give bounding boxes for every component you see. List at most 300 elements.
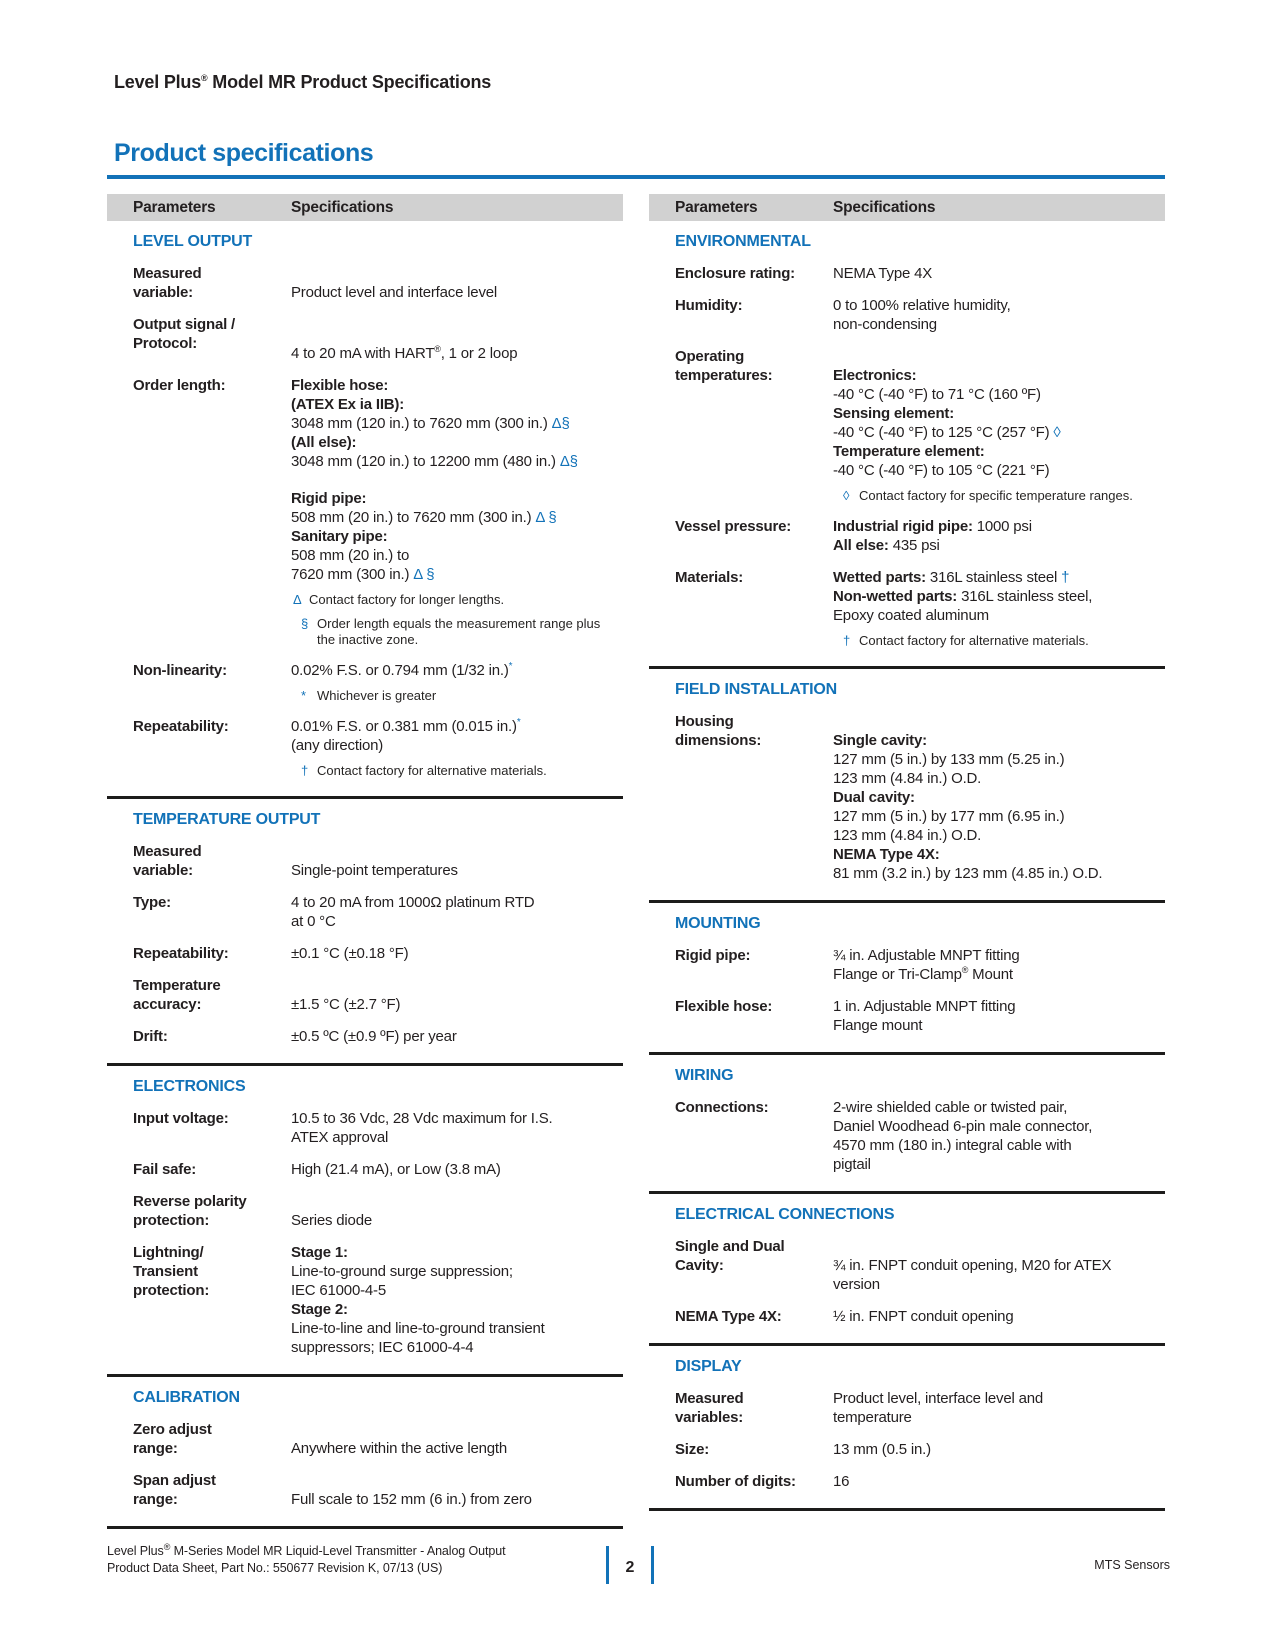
label-line: Reverse polarity — [133, 1192, 247, 1210]
spec-row — [649, 568, 1165, 649]
value-line — [833, 946, 1165, 965]
text-segment: 7620 mm (300 in.) — [291, 565, 414, 583]
value-line — [291, 944, 623, 963]
label-line: Input voltage: — [133, 1109, 229, 1127]
section-electrical-connections — [649, 1194, 1165, 1346]
value-line — [291, 995, 623, 1014]
text-segment: 0.01% F.S. or 0.381 mm (0.015 in.) — [291, 717, 517, 735]
spec-row — [107, 944, 623, 963]
registered-mark: ® — [163, 1541, 171, 1552]
spec-parameter-label — [107, 315, 291, 363]
text-segment: 127 mm (5 in.) by 177 mm (6.95 in.) — [833, 808, 1065, 825]
spec-value — [291, 893, 623, 931]
spec-value — [291, 1027, 623, 1046]
label-line: Fail safe: — [133, 1160, 197, 1178]
registered-mark: ® — [201, 73, 208, 83]
text-segment: pigtail — [833, 1156, 871, 1173]
reference-symbol: Δ § — [413, 565, 435, 583]
label-line: Non-linearity: — [133, 661, 227, 679]
spec-parameter-label — [107, 1420, 291, 1458]
text-segment: 4 to 20 mA with HART®, 1 or 2 loop — [291, 343, 518, 362]
section-field-installation — [649, 669, 1165, 903]
text-segment: Flange mount — [833, 1017, 923, 1034]
text-segment: Flexible hose: — [291, 376, 389, 394]
value-line — [291, 565, 623, 584]
text-segment: -40 °C (-40 °F) to 125 °C (257 °F) — [833, 424, 1054, 441]
value-line — [833, 731, 1165, 750]
text-segment: Non-wetted parts: — [833, 588, 958, 605]
spec-parameter-label — [107, 1243, 291, 1357]
value-line — [291, 1338, 623, 1357]
value-line — [833, 461, 1165, 480]
spec-row — [649, 997, 1165, 1035]
section-electronics — [107, 1066, 623, 1377]
heading-rule — [107, 175, 1165, 179]
value-line — [833, 385, 1165, 404]
text-segment: 1000 psi — [972, 518, 1032, 535]
spec-parameter-label — [107, 661, 291, 704]
value-line — [291, 1262, 623, 1281]
spec-row — [107, 376, 623, 648]
value-line — [833, 788, 1165, 807]
footnote — [301, 688, 623, 704]
value-line — [833, 366, 1165, 385]
text-segment: 0.02% F.S. or 0.794 mm (1/32 in.) — [291, 661, 509, 679]
text-segment: Flange or Tri-Clamp® Mount — [833, 965, 1013, 983]
section-calibration — [107, 1377, 623, 1529]
spec-table-right — [649, 194, 1165, 1511]
section-environmental — [649, 221, 1165, 669]
spec-row — [649, 1307, 1165, 1326]
label-line: NEMA Type 4X: — [675, 1308, 782, 1325]
spec-parameter-label — [107, 717, 291, 779]
text-segment: Full scale to 152 mm (6 in.) from zero — [291, 1490, 532, 1508]
spec-value — [291, 1420, 623, 1458]
section-title: ELECTRICAL CONNECTIONS — [675, 1206, 895, 1223]
spec-row — [107, 893, 623, 931]
text-segment: 13 mm (0.5 in.) — [833, 1441, 931, 1458]
text-segment: 4 to 20 mA from 1000Ω platinum RTD — [291, 893, 535, 911]
footnote — [301, 616, 623, 648]
registered-mark: ® — [434, 343, 441, 354]
value-line — [291, 489, 623, 508]
value-line — [291, 283, 623, 302]
text-segment: Stage 1: — [291, 1243, 348, 1261]
spec-parameter-label — [649, 712, 833, 883]
page-title: Product specifications — [114, 139, 374, 167]
label-line: temperatures: — [675, 367, 773, 384]
label-line: accuracy: — [133, 995, 202, 1013]
page-number: 2 — [625, 1559, 635, 1576]
text-segment: 2-wire shielded cable or twisted pair, — [833, 1099, 1068, 1116]
value-line — [291, 1128, 623, 1147]
spec-parameter-label — [649, 347, 833, 504]
label-line: Size: — [675, 1441, 710, 1458]
footnote-text: Whichever is greater — [317, 687, 437, 703]
spec-row — [107, 1027, 623, 1046]
spec-value — [833, 1440, 1165, 1459]
value-line — [291, 376, 623, 395]
reference-symbol: Δ§ — [551, 414, 570, 432]
label-line: Drift: — [133, 1027, 168, 1045]
text-segment: NEMA Type 4X — [833, 265, 933, 282]
section-wiring — [649, 1055, 1165, 1194]
text-segment: 127 mm (5 in.) by 133 mm (5.25 in.) — [833, 751, 1065, 768]
spec-row — [107, 1192, 623, 1230]
value-line — [833, 404, 1165, 423]
text-segment: ¾ in. Adjustable MNPT fitting — [833, 947, 1020, 964]
text-segment: at 0 °C — [291, 912, 336, 930]
text-segment: 316L stainless steel — [925, 569, 1062, 586]
footnote-symbol: ◊ — [843, 488, 850, 503]
value-line — [291, 736, 623, 755]
value-line — [833, 1472, 1165, 1491]
column-header-parameters: Parameters — [675, 198, 758, 216]
spec-parameter-label — [107, 944, 291, 963]
value-line — [833, 1016, 1165, 1035]
text-segment: 0 to 100% relative humidity, — [833, 297, 1011, 314]
spec-value — [833, 1237, 1165, 1294]
value-line — [833, 606, 1165, 625]
spec-row — [107, 264, 623, 302]
text-segment: Stage 2: — [291, 1300, 348, 1318]
spec-parameter-label — [649, 568, 833, 649]
text-segment: suppressors; IEC 61000-4-4 — [291, 1338, 474, 1356]
value-line — [833, 1389, 1165, 1408]
text-segment: Epoxy coated aluminum — [833, 607, 989, 624]
spec-parameter-label — [107, 376, 291, 648]
value-line — [291, 414, 623, 433]
text-segment: -40 °C (-40 °F) to 105 °C (221 °F) — [833, 462, 1050, 479]
spec-parameter-label — [107, 1109, 291, 1147]
footer-doc-line1: Level Plus® M-Series Model MR Liquid-Level Transmitter - Analog Output — [107, 1541, 506, 1558]
text-segment: Product level and interface level — [291, 284, 498, 301]
value-line — [833, 1256, 1165, 1275]
label-line: Lightning/ — [133, 1243, 204, 1261]
section-title: MOUNTING — [675, 915, 761, 932]
text-segment: 10.5 to 36 Vdc, 28 Vdc maximum for I.S. — [291, 1109, 553, 1127]
spec-value — [833, 517, 1165, 555]
label-line: Single and Dual — [675, 1238, 785, 1255]
page-number-block — [606, 1546, 654, 1584]
spec-value — [833, 264, 1165, 283]
value-line — [833, 826, 1165, 845]
label-line: variables: — [675, 1409, 744, 1426]
label-line: Operating — [675, 348, 745, 365]
value-line — [833, 1408, 1165, 1427]
text-segment: version — [833, 1276, 880, 1293]
spec-row — [649, 1389, 1165, 1427]
spec-value — [291, 1243, 623, 1357]
text-segment: Sanitary pipe: — [291, 527, 388, 545]
text-segment: NEMA Type 4X: — [833, 846, 940, 863]
text-segment: High (21.4 mA), or Low (3.8 mA) — [291, 1160, 501, 1178]
value-line — [833, 568, 1165, 587]
value-line — [833, 1440, 1165, 1459]
spec-value — [291, 376, 623, 648]
label-line: Housing — [675, 713, 734, 730]
label-line: range: — [133, 1439, 178, 1457]
value-line — [833, 442, 1165, 461]
label-line: Connections: — [675, 1099, 769, 1116]
footnote-marker: * — [508, 660, 513, 672]
footnote-marker: * — [516, 716, 521, 728]
section-title: WIRING — [675, 1067, 734, 1084]
value-line — [833, 1155, 1165, 1174]
spec-row — [649, 264, 1165, 283]
label-line: Span adjust — [133, 1471, 216, 1489]
value-line — [291, 527, 623, 546]
label-line: dimensions: — [675, 732, 762, 749]
spec-value — [833, 1389, 1165, 1427]
spec-parameter-label — [649, 1472, 833, 1491]
spec-value — [291, 1471, 623, 1509]
spec-value — [833, 296, 1165, 334]
spec-parameter-label — [649, 1307, 833, 1326]
text-segment: 123 mm (4.84 in.) O.D. — [833, 827, 982, 844]
label-line: Humidity: — [675, 297, 743, 314]
footnote-text: Contact factory for alternative materials. — [859, 633, 1089, 648]
text-segment: Single-point temperatures — [291, 861, 458, 879]
column-header-parameters: Parameters — [133, 198, 216, 216]
value-line — [833, 1275, 1165, 1294]
spec-table-left — [107, 194, 623, 1529]
spec-parameter-label — [649, 1389, 833, 1427]
value-line — [833, 1307, 1165, 1326]
text-segment: non-condensing — [833, 316, 937, 333]
label-line: Measured — [675, 1390, 744, 1407]
text-segment: temperature — [833, 1409, 912, 1426]
column-header-specifications: Specifications — [833, 198, 936, 216]
spec-parameter-label — [649, 517, 833, 555]
value-line — [833, 296, 1165, 315]
label-line: Measured — [133, 265, 202, 282]
text-segment: Sensing element: — [833, 405, 954, 422]
text-segment: ±0.1 °C (±0.18 °F) — [291, 944, 409, 962]
label-line: Protocol: — [133, 335, 198, 352]
text-segment: (All else): — [291, 433, 357, 451]
datasheet-page — [107, 72, 1165, 1529]
spec-row — [107, 842, 623, 880]
label-line: variable: — [133, 861, 193, 879]
reference-symbol: Δ§ — [559, 452, 578, 470]
footer-brand: MTS Sensors — [1094, 1558, 1170, 1572]
text-segment: 316L stainless steel, — [957, 588, 1093, 605]
spec-parameter-label — [649, 946, 833, 984]
label-line: Repeatability: — [133, 717, 229, 735]
spec-value — [291, 264, 623, 302]
text-segment: (any direction) — [291, 736, 384, 754]
spec-value — [291, 842, 623, 880]
value-line — [833, 864, 1165, 883]
value-line — [833, 423, 1165, 442]
spec-row — [107, 1471, 623, 1509]
spec-row — [107, 1109, 623, 1147]
text-segment: ±1.5 °C (±2.7 °F) — [291, 995, 401, 1013]
value-line — [833, 845, 1165, 864]
spec-parameter-label — [107, 1192, 291, 1230]
spec-row — [649, 296, 1165, 334]
value-line — [833, 315, 1165, 334]
value-line — [833, 997, 1165, 1016]
spec-value — [833, 568, 1165, 649]
text-segment: Anywhere within the active length — [291, 1439, 508, 1457]
spec-parameter-label — [649, 296, 833, 334]
text-segment: 3048 mm (120 in.) to 7620 mm (300 in.) — [291, 414, 552, 432]
section-display — [649, 1346, 1165, 1511]
text-segment: 508 mm (20 in.) to — [291, 546, 410, 564]
footnote — [843, 488, 1165, 504]
footnote — [843, 633, 1165, 649]
value-line — [291, 508, 623, 527]
spec-row — [107, 315, 623, 363]
footnote-text: Contact factory for longer lengths. — [309, 591, 505, 607]
spec-parameter-label — [649, 997, 833, 1035]
section-title: DISPLAY — [675, 1358, 742, 1375]
value-line — [291, 893, 623, 912]
value-line — [291, 1027, 623, 1046]
value-line — [291, 344, 623, 363]
value-line — [291, 1243, 623, 1262]
page-number-bar-right — [651, 1546, 654, 1584]
section-title: CALIBRATION — [133, 1388, 240, 1406]
text-segment: ±0.5 ºC (±0.9 ºF) per year — [291, 1027, 457, 1045]
text-segment: ATEX approval — [291, 1128, 389, 1146]
spec-value — [833, 1472, 1165, 1491]
footnote-symbol: § — [301, 615, 309, 631]
value-line — [291, 1160, 623, 1179]
spec-row — [107, 1160, 623, 1179]
value-line — [833, 587, 1165, 606]
spec-row — [649, 712, 1165, 883]
section-title: FIELD INSTALLATION — [675, 681, 838, 698]
value-line — [833, 750, 1165, 769]
spec-row — [107, 976, 623, 1014]
value-line — [291, 433, 623, 452]
value-gap — [291, 471, 623, 489]
value-line — [833, 769, 1165, 788]
spec-value — [833, 997, 1165, 1035]
text-segment: 435 psi — [888, 537, 940, 554]
value-line — [291, 1439, 623, 1458]
footnote — [293, 592, 623, 608]
text-segment: 16 — [833, 1473, 850, 1490]
spec-row — [107, 1243, 623, 1357]
section-title: ENVIRONMENTAL — [675, 233, 811, 250]
value-line — [833, 1098, 1165, 1117]
footnote-text: Order length equals the measurement range plus the inactive zone. — [317, 615, 601, 647]
spec-row — [649, 1237, 1165, 1294]
label-line: range: — [133, 1490, 178, 1508]
section-title: LEVEL OUTPUT — [133, 233, 253, 250]
text-segment: -40 °C (-40 °F) to 71 °C (160 ºF) — [833, 386, 1041, 403]
value-line — [291, 1109, 623, 1128]
spec-value — [291, 1109, 623, 1147]
text-segment: 81 mm (3.2 in.) by 123 mm (4.85 in.) O.D. — [833, 865, 1103, 882]
footnote-symbol: * — [301, 687, 307, 703]
section-title: ELECTRONICS — [133, 1077, 246, 1095]
label-line: protection: — [133, 1281, 210, 1299]
label-line: Rigid pipe: — [675, 947, 751, 964]
spec-value — [833, 347, 1165, 504]
text-segment: Series diode — [291, 1211, 372, 1229]
text-segment: Daniel Woodhead 6-pin male connector, — [833, 1118, 1093, 1135]
spec-columns — [107, 194, 1165, 1529]
label-line: Temperature — [133, 976, 221, 994]
spec-value — [291, 976, 623, 1014]
label-line: Flexible hose: — [675, 998, 773, 1015]
spec-parameter-label — [107, 1160, 291, 1179]
text-segment: IEC 61000-4-5 — [291, 1281, 386, 1299]
text-segment: 1 in. Adjustable MNPT fitting — [833, 998, 1016, 1015]
footnote — [301, 763, 623, 779]
value-line — [833, 1117, 1165, 1136]
document-title: Level Plus® Model MR Product Specifications — [114, 72, 492, 92]
text-segment: (ATEX Ex ia IIB): — [291, 395, 405, 413]
spec-value — [833, 712, 1165, 883]
text-segment: Industrial rigid pipe: — [833, 518, 973, 535]
reference-symbol: Δ § — [535, 508, 557, 526]
spec-value — [833, 946, 1165, 984]
text-segment: Single cavity: — [833, 732, 927, 749]
spec-value — [833, 1307, 1165, 1326]
value-line — [833, 536, 1165, 555]
value-line — [833, 807, 1165, 826]
spec-row — [107, 717, 623, 779]
spec-parameter-label — [107, 1471, 291, 1509]
text-segment: 3048 mm (120 in.) to 12200 mm (480 in.) — [291, 452, 560, 470]
spec-value — [291, 315, 623, 363]
section-title: TEMPERATURE OUTPUT — [133, 810, 321, 828]
spec-row — [649, 946, 1165, 984]
value-line — [291, 912, 623, 931]
spec-value — [291, 717, 623, 779]
text-segment: 123 mm (4.84 in.) O.D. — [833, 770, 982, 787]
spec-parameter-label — [649, 1098, 833, 1174]
label-line: Type: — [133, 893, 171, 911]
label-line: Enclosure rating: — [675, 265, 795, 282]
footnote-symbol: Δ — [293, 591, 302, 607]
spec-row — [649, 1440, 1165, 1459]
value-line — [291, 717, 623, 736]
label-line: variable: — [133, 284, 193, 301]
value-line — [291, 452, 623, 471]
label-line: Transient — [133, 1262, 198, 1280]
reference-symbol: ◊ — [1053, 424, 1061, 441]
spec-value — [291, 944, 623, 963]
spec-parameter-label — [107, 1027, 291, 1046]
registered-mark: ® — [961, 965, 969, 975]
text-segment: Line-to-ground surge suppression; — [291, 1262, 513, 1280]
spec-row — [107, 1420, 623, 1458]
text-segment: Rigid pipe: — [291, 489, 367, 507]
section-mounting — [649, 903, 1165, 1055]
value-line — [291, 1490, 623, 1509]
label-line: Materials: — [675, 569, 744, 586]
text-segment: Product level, interface level and — [833, 1390, 1043, 1407]
table-header-bar — [107, 194, 623, 221]
label-line: Output signal / — [133, 316, 235, 333]
text-segment: ½ in. FNPT conduit opening — [833, 1308, 1014, 1325]
spec-value — [291, 1192, 623, 1230]
text-segment: Line-to-line and line-to-ground transient — [291, 1319, 545, 1337]
value-line — [833, 1136, 1165, 1155]
section-level-output — [107, 221, 623, 799]
footer-document-info — [107, 1543, 505, 1577]
value-line — [291, 1319, 623, 1338]
text-segment: Dual cavity: — [833, 789, 915, 806]
spec-parameter-label — [107, 893, 291, 931]
